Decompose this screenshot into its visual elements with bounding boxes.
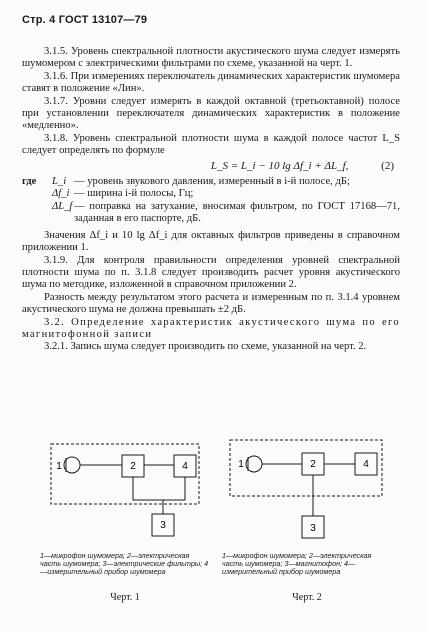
definition-text: — поправка на затухание, вносимая фильтром, по ГОСТ 17168—71, заданная в его паспорте, дБ. — [74, 200, 400, 225]
box-label: 2 — [310, 459, 316, 470]
definition-text: — ширина i-й полосы, Гц; — [74, 188, 194, 200]
figure-1 — [40, 440, 210, 620]
definition-symbol: Δf_i — [52, 188, 70, 200]
paragraph-values: Значения Δf_i и 10 lg Δf_i для октавных фильтров приведены в справочном приложении 1. — [22, 229, 400, 254]
box-label: 2 — [130, 461, 136, 472]
figure-1-caption: 1—микрофон шумомера; 2—электрическая часть шумомера; 3—электрические фильтры; 4—измерительный прибор шумомера — [40, 551, 209, 577]
definition-row — [22, 201, 400, 226]
diagram-1 — [40, 440, 210, 550]
figure-2-title: Черт. 2 — [292, 592, 322, 603]
definition-symbol: ΔL_f — [52, 200, 73, 212]
body-text — [22, 46, 400, 354]
box-label: 1 — [238, 459, 244, 470]
paragraph-3-1-5: 3.1.5. Уровень спектральной плотности акустического шума следует измерять шумомером с электрическими фильтрами по схеме, указанной на черт. 1. — [22, 46, 400, 70]
definition-row — [22, 176, 400, 188]
section-title: 3.2. Определение характеристик акустического шума по его магнитофонной записи — [22, 316, 400, 340]
paragraph-3-1-8: 3.1.8. Уровень спектральной плотности шума в каждой полосе частот L_S следует определять по формуле — [22, 132, 400, 157]
figure-1-title: Черт. 1 — [110, 592, 140, 603]
paragraph-3-1-9: 3.1.9. Для контроля правильности определения уровней спектральной плотности шума по п. 3.1.8 следует производить расчет уровня акустического шума по методике, изложенной в справочном приложении 2. — [22, 254, 400, 291]
definition-row — [22, 188, 400, 200]
figure-2 — [222, 436, 392, 621]
formula-number: (2) — [381, 159, 394, 172]
page-header: Стр. 4 ГОСТ 13107—79 — [22, 14, 148, 26]
paragraph-3-1-7: 3.1.7. Уровни следует измерять в каждой октавной (третьоктавной) полосе при установлении переключателя динамических характеристик в положение «медленно». — [22, 95, 400, 132]
box-label: 4 — [363, 459, 369, 470]
figure-2-caption: 1—микрофон шумомера; 2—электрическая часть шумомера; 3—магнитофон; 4—измерительный прибор шумомера — [222, 551, 372, 577]
paragraph-3-2-1: 3.2.1. Запись шума следует производить по схеме, указанной на черт. 2. — [44, 341, 367, 353]
paragraph-3-1-6: 3.1.6. При измерениях переключатель динамических характеристик шумомера ставят в положение «Лин». — [22, 70, 400, 95]
formula — [22, 160, 400, 172]
paragraph-difference: Разность между результатом этого расчета и измеренным по п. 3.1.4 уровнем акустического шума не должна превышать ±2 дБ. — [22, 291, 400, 316]
definition-text: — уровень звукового давления, измеренный в i-й полосе, дБ; — [74, 176, 350, 188]
box-label: 4 — [182, 461, 188, 472]
diagram-2 — [222, 436, 392, 551]
box-label: 3 — [160, 520, 166, 531]
box-label: 1 — [56, 461, 62, 472]
box-label: 3 — [310, 523, 316, 534]
definitions-lead: где — [22, 176, 37, 188]
formula-text: L_S = L_i − 10 lg Δf_i + ΔL_f, — [210, 159, 349, 172]
definitions — [22, 176, 400, 226]
definition-symbol: L_i — [52, 176, 67, 188]
